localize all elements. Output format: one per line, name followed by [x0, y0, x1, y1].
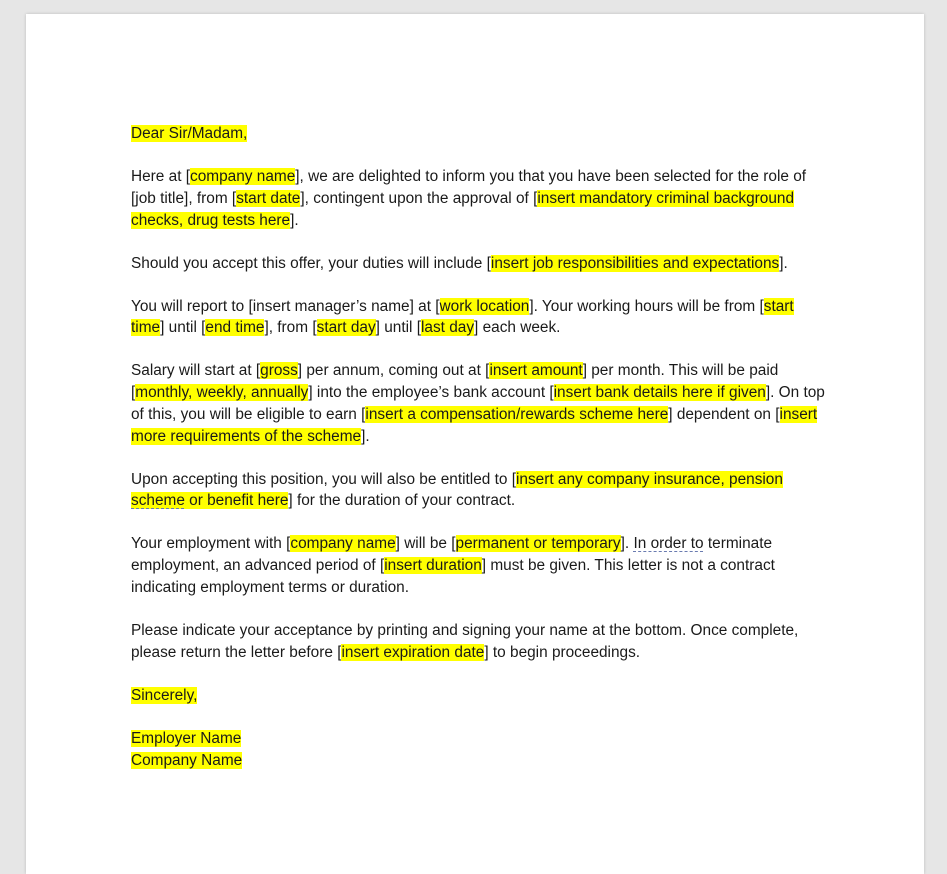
text: ].: [779, 254, 788, 272]
text: ].: [620, 535, 634, 553]
paragraph-selection[interactable]: [131, 166, 831, 231]
salutation: Dear Sir/Madam,: [131, 125, 248, 142]
placeholder-expiration-date: insert expiration date: [341, 643, 485, 661]
text: ].: [290, 211, 299, 229]
placeholder-company-name: company name: [290, 535, 396, 553]
placeholder-end-time: end time: [205, 319, 265, 337]
placeholder-company-name: company name: [190, 168, 296, 186]
text: Your employment with [: [131, 535, 291, 553]
paragraph-salary[interactable]: [131, 360, 831, 447]
text: ]. On top of this, you will be eligible to earn [: [131, 384, 825, 423]
text: Salary will start at [: [131, 362, 261, 380]
text: terminate employment, an advanced period of [: [131, 535, 773, 575]
text: ] must be given. This letter is not a contract indicating employment terms or duration.: [131, 557, 775, 596]
document-page[interactable]: [26, 14, 924, 874]
signature-employer-line[interactable]: [131, 728, 831, 750]
placeholder-permanence: permanent or temporary: [455, 535, 621, 553]
paragraph-benefits[interactable]: [131, 469, 831, 512]
placeholder-rewards-scheme: insert a compensation/rewards scheme here: [365, 405, 669, 423]
text: ]. Your working hours will be from [: [529, 297, 764, 315]
text: ], from [: [264, 319, 317, 337]
text: ], we are delighted to inform you that you have been selected for the role of [job title], from [: [131, 168, 807, 207]
text: ] per month. This will be paid [: [131, 362, 779, 402]
placeholder-work-location: work location: [439, 297, 530, 315]
paragraph-schedule[interactable]: [131, 296, 831, 339]
grammar-flag[interactable]: scheme: [131, 492, 185, 510]
placeholder-scheme-requirements: insert more requirements of the scheme: [131, 405, 818, 445]
text: ], contingent upon the approval of [: [300, 189, 538, 207]
salutation-paragraph[interactable]: [131, 123, 831, 145]
text: Upon accepting this position, you will also be entitled to [: [131, 470, 516, 488]
paragraph-duties[interactable]: [131, 253, 831, 275]
text: ] dependent on [: [668, 405, 780, 423]
text: You will report to [insert manager’s name] at [: [131, 297, 440, 315]
placeholder-bank-details: insert bank details here if given: [553, 384, 766, 402]
paragraph-acceptance[interactable]: [131, 620, 831, 663]
text: Please indicate your acceptance by printing and signing your name at the bottom. Once complete, please return the letter before [: [131, 621, 799, 661]
letter-body[interactable]: [131, 123, 831, 771]
placeholder-amount: insert amount: [489, 362, 583, 380]
placeholder-pay-frequency: monthly, weekly, annually: [135, 384, 309, 402]
closing-paragraph[interactable]: [131, 685, 831, 707]
placeholder-insurance-part: insert any company insurance, pension: [516, 470, 783, 488]
text: ] each week.: [474, 319, 561, 337]
text: ] will be [: [395, 535, 456, 553]
company-name: Company Name: [131, 751, 243, 769]
text: ].: [361, 427, 370, 445]
grammar-flag[interactable]: In order to: [633, 535, 704, 553]
text: Should you accept this offer, your duties will include [: [131, 254, 491, 272]
placeholder-start-day: start day: [316, 319, 376, 337]
employer-name: Employer Name: [131, 729, 242, 747]
text: ] into the employee’s bank account [: [308, 384, 554, 402]
signature-company-line[interactable]: [131, 750, 831, 772]
text: ] per annum, coming out at [: [297, 362, 490, 380]
placeholder-background-checks: insert mandatory criminal background checks, drug tests here: [131, 189, 795, 229]
placeholder-last-day: last day: [421, 319, 475, 337]
paragraph-employment-terms[interactable]: [131, 533, 831, 598]
placeholder-duties: insert job responsibilities and expectations: [490, 254, 780, 272]
text: ] for the duration of your contract.: [288, 492, 516, 510]
placeholder-gross: gross: [260, 362, 298, 380]
placeholder-start-date: start date: [236, 189, 301, 207]
closing: Sincerely,: [131, 686, 198, 704]
text: Here at [: [131, 168, 191, 186]
text: ] until [: [160, 319, 206, 337]
text: ] to begin proceedings.: [484, 643, 641, 661]
text: ] until [: [375, 319, 421, 337]
placeholder-duration: insert duration: [384, 557, 482, 575]
placeholder-insurance-part: or benefit here: [184, 492, 289, 510]
placeholder-start-time: start time: [131, 297, 794, 337]
